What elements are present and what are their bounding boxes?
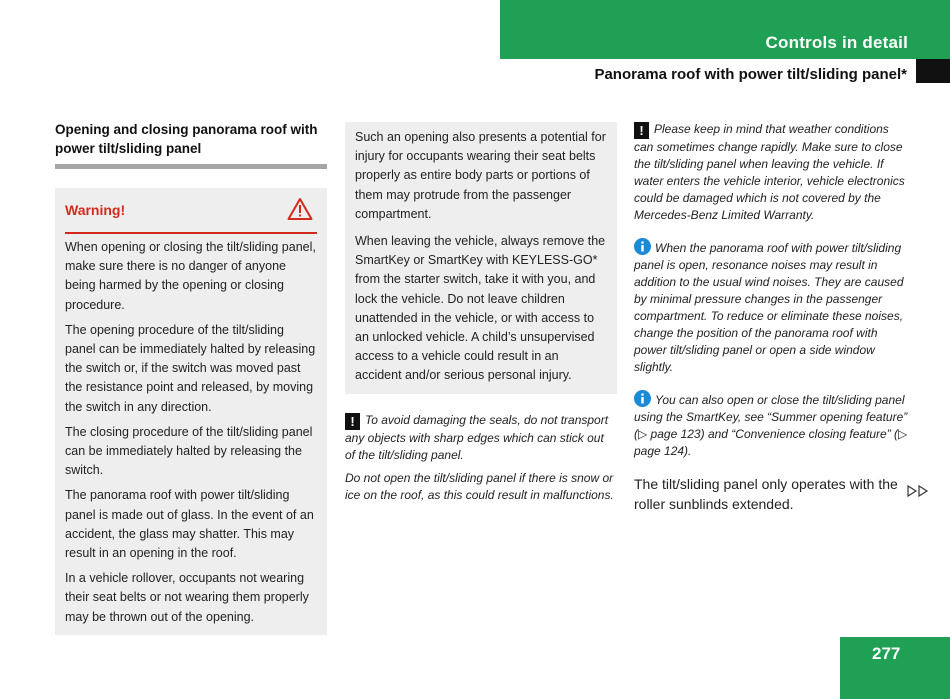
warning-paragraph: The closing procedure of the tilt/sliding panel can be immediately halted by releasing the switch. — [65, 424, 313, 478]
section-divider — [55, 164, 327, 169]
warning-triangle-icon — [287, 197, 313, 221]
column-2 — [345, 122, 617, 504]
warning-paragraph: When leaving the vehicle, always remove the SmartKey or SmartKey with KEYLESS-GO* from the starter switch, take it with you, and lock the vehicle. Do not leave children unattended in the vehicle, or with access to an unlocked vehicle. A child’s unsupervised access to a vehicle could result in an accident and/or serious personal injury. — [355, 234, 606, 383]
info-icon — [634, 238, 651, 255]
info-note: When the panorama roof with power tilt/sliding panel is open, resonance noises may result in addition to the usual wind noises. They are caused by minimal pressure changes in the passenger compartment. To reduce or eliminate these noises, change the position of the panorama roof with power tilt/sliding panel or open a side window slightly. — [634, 238, 911, 376]
warning-paragraph: The opening procedure of the tilt/sliding panel can be immediately halted by releasing the switch or, if the switch was moved past the resistance point and released, by moving the switch in any direction. — [65, 322, 316, 414]
thumb-tab — [916, 59, 950, 83]
warning-paragraph: Such an opening also presents a potential for injury for occupants wearing their seat belts properly as entire body parts or portions of them may protrude from the passenger compartment. — [355, 130, 606, 221]
warning-header — [65, 188, 317, 234]
warning-continued-box — [345, 122, 617, 394]
caution-notes — [345, 412, 617, 504]
warning-paragraph: The panorama roof with power tilt/sliding panel is made out of glass. In the event of an accident, the glass may shatter. This may result in an opening in the roof. — [65, 488, 314, 561]
exclamation-icon: ! — [634, 122, 649, 139]
page-number: 277 — [872, 644, 901, 663]
continue-arrows-icon — [907, 485, 929, 497]
chapter-title: Controls in detail — [765, 33, 908, 52]
exclamation-icon: ! — [345, 413, 360, 430]
section-title: Opening and closing panorama roof with power tilt/sliding panel — [55, 122, 318, 156]
body-text: The tilt/sliding panel only operates with the roller sunblinds extended. — [634, 476, 898, 512]
info-icon — [634, 390, 651, 407]
info-note: You can also open or close the tilt/sliding panel using the SmartKey, see “Summer opening feature” (▷ page 123) and “Convenience closing feature” (▷ page 124). — [634, 390, 911, 460]
section-heading: Panorama roof with power tilt/sliding panel* — [594, 66, 907, 83]
caution-note: ! Please keep in mind that weather conditions can sometimes change rapidly. Make sure to close the tilt/sliding panel when leaving the vehicle. If water enters the vehicle interior, vehicle electronics could be damaged which is not covered by the Mercedes-Benz Limited Warranty. — [634, 122, 905, 222]
warning-paragraph: In a vehicle rollover, occupants not wearing their seat belts or not wearing them properly may be thrown out of the opening. — [65, 571, 309, 624]
warning-paragraph: When opening or closing the tilt/sliding panel, make sure there is no danger of anyone being harmed by the opening or closing procedure. — [65, 240, 316, 312]
column-1 — [55, 120, 327, 635]
caution-note: ! To avoid damaging the seals, do not transport any objects with sharp edges which can stick out of the tilt/sliding panel. — [345, 412, 609, 462]
warning-label: Warning! — [65, 202, 126, 218]
column-3 — [634, 121, 911, 514]
caution-note-continued: Do not open the tilt/sliding panel if there is snow or ice on the roof, as this could result in malfunctions. — [345, 470, 614, 502]
warning-box — [55, 188, 327, 635]
